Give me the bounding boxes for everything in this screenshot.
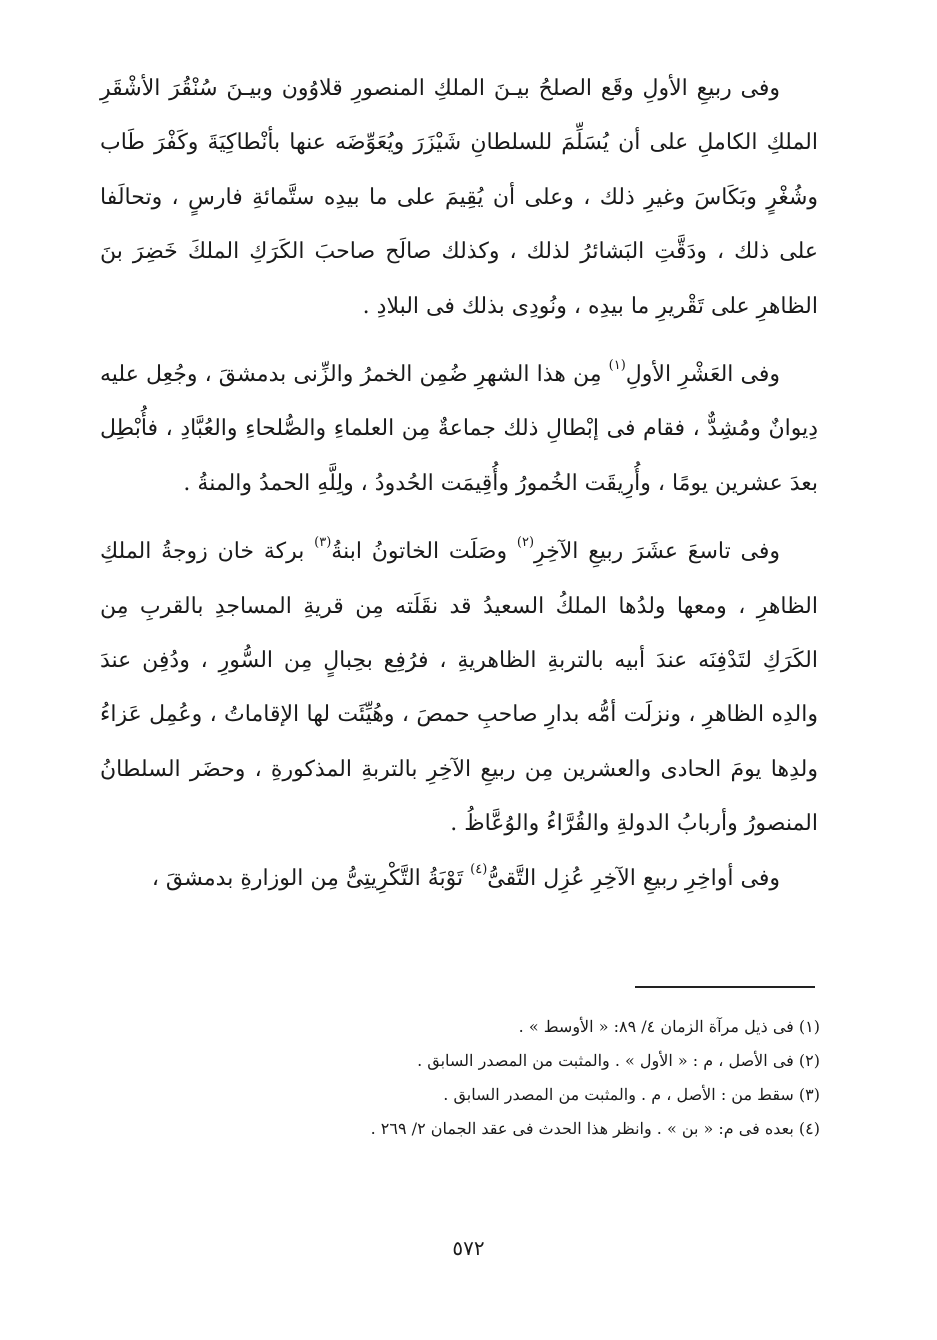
text-line: مِن هذا الشهرِ ضُمِن الخمرُ والزِّنى بدمشقَ ، وجُعِل [145,362,609,388]
text-line: ولدِها يومَ الحادى والعشرين مِن ربيعِ الآخِرِ بالتربةِ المذكورةِ ، وحضَر السلطانُ [100,756,818,782]
main-text [100,62,818,906]
text-line: وفى العَشْرِ الأولِ [625,362,780,388]
text-line: وفى أواخِرِ ربيعِ الآخِرِ عُزِل التَّقىُّ [487,865,780,891]
text-line: ذلك ، ودَقَّتِ البَشائرُ لذلك ، وكذلك صالَح صاحبَ الكَرَكِ الملكَ خَضِرَ بنَ [100,239,770,265]
paragraph-1 [100,62,818,334]
footnote-marker: (٤) [470,861,488,877]
text-line: الظاهرِ على تَقْريرِ ما بيدِه ، ونُودِى بذلك فى البلادِ . [362,293,818,319]
footnote-marker: (٢) [516,535,535,551]
text-line: بركة خان زوجةُ الملكِ [100,539,315,565]
text-line: الحمدُ والمنةُ . [183,470,311,496]
footnote-separator [635,986,815,988]
footnotes [300,1010,820,1146]
text-line: وفى تاسعَ عشَرَ ربيعِ الآخِرِ [534,539,780,565]
text-line: الملكِ الكاملِ على أن يُسَلِّمَ للسلطانِ شَيْزَرَ ويُعَوِّضَه عنها بأنْطاكِيَةَ وكَفْرَ طَاب [100,130,818,156]
text-line: المنصورُ وأربابُ الدولةِ والقُرَّاءُ والوُعَّاظُ . [450,811,818,837]
paragraph-gap [100,511,818,525]
footnote-2: (٢) فى الأصل ، م : « الأول » . والمثبت من المصدر السابق . [417,1051,820,1070]
page-number: ٥٧٢ [452,1236,485,1260]
text-line: والعُبَّادِ ، فأُبْطِل بعدَ عشرين يومًا ، وأُرِيقَت الخُمورُ وأُقِيمَت الحُدودُ ، ولِلَّهِ [100,416,818,496]
footnote-marker: (١) [608,358,626,374]
paragraph-gap [100,334,818,348]
text-line: وصَلَت الخاتونُ ابنةُ [331,539,517,565]
text-line: الظاهرِ ، ومعها ولدُها الملكُ السعيدُ قد نقَلَته مِن قريةِ المساجدِ بالقربِ مِن الكَرَكِ [100,593,818,674]
text-line: وشُغْرٍ وبَكَاسَ وغيرِ ذلك ، وعلى أن يُقِيمَ على ما بيدِه ستَّمائةِ فارسٍ ، وتحالَفا على [100,184,818,265]
footnote-4: (٤) بعده فى م: « بن » . وانظر هذا الحدث فى عقد الجمان ٢/ ٢٦٩ . [370,1119,820,1138]
text-line: لتَدْفِنَه عندَ أبيه بالتربةِ الظاهريةِ ، فرُفِع بحِبالٍ مِن السُّورِ ، ودُفِن عندَ والدِه [100,648,818,728]
text-line: وفى ربيعِ الأولِ وقَع الصلحُ بيـنَ الملكِ المنصورِ قلاوُون وبيـنَ سُنْقُرَ الأشْقَرِ [100,76,780,101]
paragraph-3 [100,525,818,851]
footnote-marker: (٣) [314,535,332,551]
paragraph-4 [100,852,818,906]
text-line: عليه دِيوانٌ ومُشِدٌّ ، فقام فى إبْطالِ ذلك جماعةٌ مِن العلماءِ والصُّلحاءِ [100,362,818,442]
text-line: الظاهرِ ، ونزلَت أمُّه بدارِ صاحبِ حمصَ ، وهُيِّئَت لها الإقاماتُ ، وعُمِل عَزاءُ [100,702,765,728]
text-line: تَوْبَةُ التَّكْرِيتِىُّ مِن الوزارةِ بدمشقَ ، [151,865,471,891]
footnote-3: (٣) سقط من : الأصل ، م . والمثبت من المصدر السابق . [443,1085,820,1104]
paragraph-2 [100,348,818,511]
footnote-1: (١) فى ذيل مرآة الزمان ٤/ ٨٩: « الأوسط » . [518,1017,820,1036]
